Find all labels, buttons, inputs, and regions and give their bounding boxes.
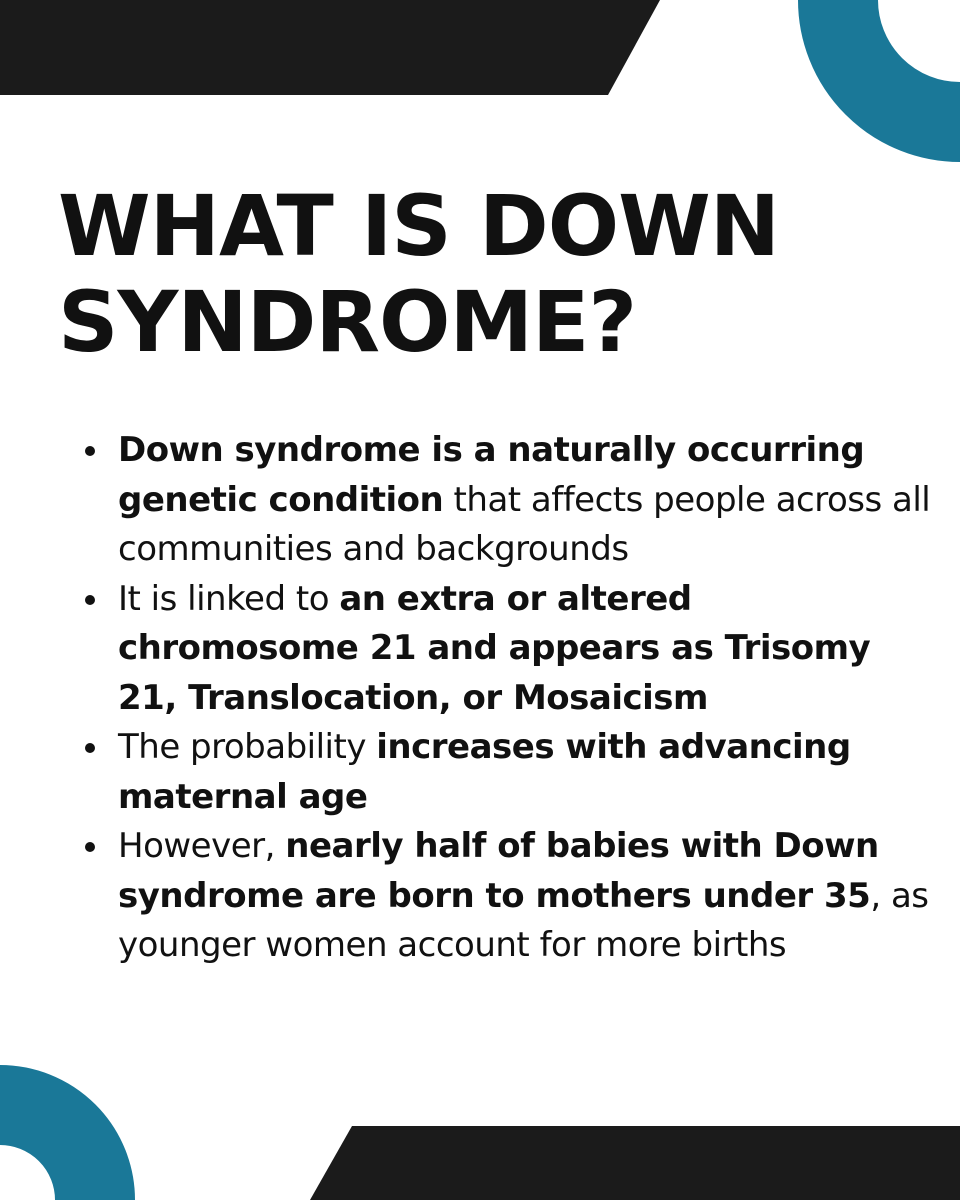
bullet-text: It is linked to [118,578,340,619]
bullet-text: However, [118,826,286,866]
bullet-dot-icon [85,842,95,852]
bullet-bold-text: Down syndrome is a naturally occurring genetic condition [118,430,865,520]
bullet-dot-icon [85,446,95,456]
bullet-text: , as younger women account for more births [118,875,929,965]
bullet-dot-icon [85,743,95,753]
bullet-bold-text: nearly half of babies with Down syndrome are born to mothers under 35 [118,826,879,916]
title-line-1: WHAT IS DOWN [58,177,780,275]
title-line-2: SYNDROME? [58,273,637,371]
list-item [85,822,935,971]
page-title [58,178,938,370]
bottom-left-arc [0,1105,95,1200]
bullet-bold-text: an extra or altered chromosome 21 and appears as Trisomy 21, Translocation, or Mosaicism [118,578,871,718]
bottom-dark-band [310,1126,960,1200]
top-right-arc [838,0,960,122]
list-item [85,426,935,575]
bullet-bold-text: increases with advancing maternal age [118,727,851,817]
list-item [85,723,935,822]
fact-list [85,426,935,971]
bullet-text: The probability [118,727,377,767]
top-dark-band [0,0,660,95]
bullet-text: that affects people across all communities and backgrounds [118,479,931,569]
bullet-dot-icon [85,595,95,605]
list-item [85,575,935,724]
